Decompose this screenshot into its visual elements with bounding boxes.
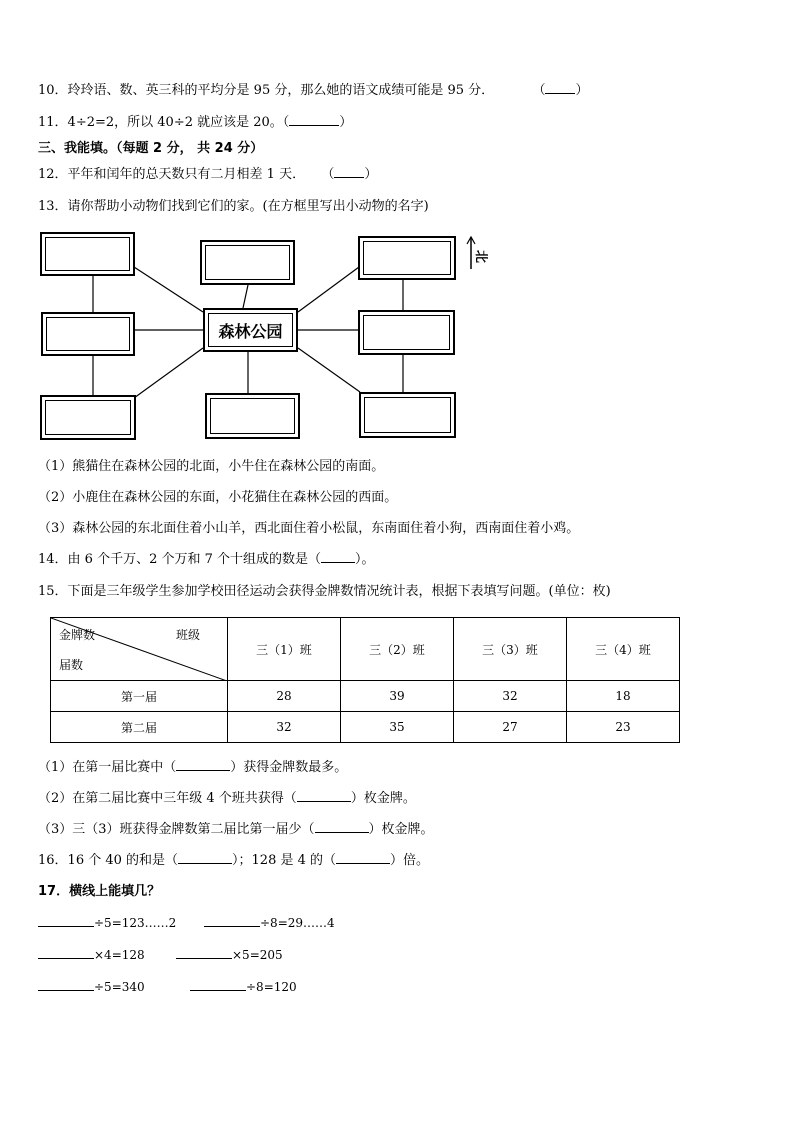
question-15-sub1: （1）在第一届比赛中（ ）获得金牌数最多。 xyxy=(38,760,348,775)
answer-blank[interactable] xyxy=(38,958,94,959)
table-cell: 35 xyxy=(341,712,454,743)
corner-bottom: 届数 xyxy=(59,658,84,672)
question-14-text: 14．由 6 个千万、2 个万和 7 个十组成的数是（ xyxy=(38,552,322,567)
column-header: 三（1）班 xyxy=(228,618,341,681)
question-15-text: 15．下面是三年级学生参加学校田径运动会获得金牌数情况统计表，根据下表填写问题。(单位：枚) xyxy=(38,584,611,599)
equation-row: ÷5=340 xyxy=(38,978,145,996)
table-cell: 18 xyxy=(567,681,680,712)
question-13-sub3: （3）森林公园的东北面住着小山羊，西北面住着小松鼠，东南面住着小狗，西南面住着小鸡。 xyxy=(38,521,580,536)
equation-row: ÷5=123……2 xyxy=(38,914,176,932)
question-17-text: 17．横线上能填几？ xyxy=(38,884,161,899)
question-13-sub1: （1）熊猫住在森林公园的北面，小牛住在森林公园的南面。 xyxy=(38,459,385,474)
table-cell: 23 xyxy=(567,712,680,743)
question-13-text: 13．请你帮助小动物们找到它们的家。(在方框里写出小动物的名字) xyxy=(38,199,429,214)
row-label: 第二届 xyxy=(51,712,228,743)
answer-blank[interactable] xyxy=(176,958,232,959)
column-header: 三（4）班 xyxy=(567,618,680,681)
question-15-sub3: （3）三（3）班获得金牌数第二届比第一届少（ ）枚金牌。 xyxy=(38,822,434,837)
answer-blank[interactable] xyxy=(38,926,94,927)
north-label: 北 xyxy=(473,249,489,264)
home-box-north[interactable] xyxy=(200,240,295,285)
question-11-text: 11．4÷2=2，所以 40÷2 就应该是 20。（ xyxy=(38,115,290,130)
answer-blank[interactable] xyxy=(315,832,369,833)
answer-blank[interactable] xyxy=(176,770,230,771)
answer-blank[interactable] xyxy=(178,863,232,864)
home-box-southwest[interactable] xyxy=(40,395,136,440)
equation-row: ×4=128 xyxy=(38,946,145,964)
north-arrow xyxy=(466,235,496,275)
section-heading: 三、我能填。（每题 2 分， 共 24 分） xyxy=(38,141,264,156)
answer-blank[interactable] xyxy=(38,990,94,991)
question-14: 14．由 6 个千万、2 个万和 7 个十组成的数是（ ）。 xyxy=(38,552,375,567)
table-cell: 32 xyxy=(454,681,567,712)
home-box-northeast[interactable] xyxy=(358,236,456,280)
forest-park-label: 森林公园 xyxy=(203,308,298,352)
answer-blank[interactable] xyxy=(545,93,575,94)
column-header: 三（2）班 xyxy=(341,618,454,681)
equation-row: ×5=205 xyxy=(176,946,283,964)
home-box-south[interactable] xyxy=(205,393,300,439)
table-cell: 28 xyxy=(228,681,341,712)
question-13-sub2: （2）小鹿住在森林公园的东面，小花猫住在森林公园的西面。 xyxy=(38,490,398,505)
forest-park-diagram xyxy=(38,230,498,445)
answer-blank[interactable] xyxy=(334,177,364,178)
answer-blank[interactable] xyxy=(190,990,246,991)
home-box-southeast[interactable] xyxy=(359,392,456,438)
answer-blank[interactable] xyxy=(289,125,339,126)
equation-row: ÷8=29……4 xyxy=(204,914,335,932)
home-box-east[interactable] xyxy=(358,310,455,355)
corner-top-right: 班级 xyxy=(176,628,201,642)
answer-blank[interactable] xyxy=(321,562,355,563)
answer-blank[interactable] xyxy=(204,926,260,927)
table-cell: 27 xyxy=(454,712,567,743)
question-12: 12．平年和闰年的总天数只有二月相差 1 天． （ ） xyxy=(38,167,378,182)
answer-blank[interactable] xyxy=(297,801,351,802)
table-row xyxy=(51,712,680,743)
gold-medal-table xyxy=(50,617,680,743)
question-11: 11．4÷2=2，所以 40÷2 就应该是 20。（ ） xyxy=(38,115,353,130)
question-10: 10．玲玲语、数、英三科的平均分是 95 分，那么她的语文成绩可能是 95 分． （ ） xyxy=(38,83,589,98)
column-header: 三（3）班 xyxy=(454,618,567,681)
question-16: 16．16 个 40 的和是（ ）；128 是 4 的（ ）倍。 xyxy=(38,853,430,868)
question-12-text: 12．平年和闰年的总天数只有二月相差 1 天． xyxy=(38,167,306,182)
corner-top-left: 金牌数 xyxy=(59,628,96,642)
table-cell: 32 xyxy=(228,712,341,743)
table-row xyxy=(51,681,680,712)
table-corner-cell xyxy=(51,618,228,681)
equation-row: ÷8=120 xyxy=(190,978,297,996)
home-box-northwest[interactable] xyxy=(40,232,135,276)
row-label: 第一届 xyxy=(51,681,228,712)
table-cell: 39 xyxy=(341,681,454,712)
answer-blank[interactable] xyxy=(336,863,390,864)
question-10-text: 10．玲玲语、数、英三科的平均分是 95 分，那么她的语文成绩可能是 95 分． xyxy=(38,83,495,98)
home-box-west[interactable] xyxy=(41,312,135,356)
question-15-sub2: （2）在第二届比赛中三年级 4 个班共获得（ ）枚金牌。 xyxy=(38,791,416,806)
